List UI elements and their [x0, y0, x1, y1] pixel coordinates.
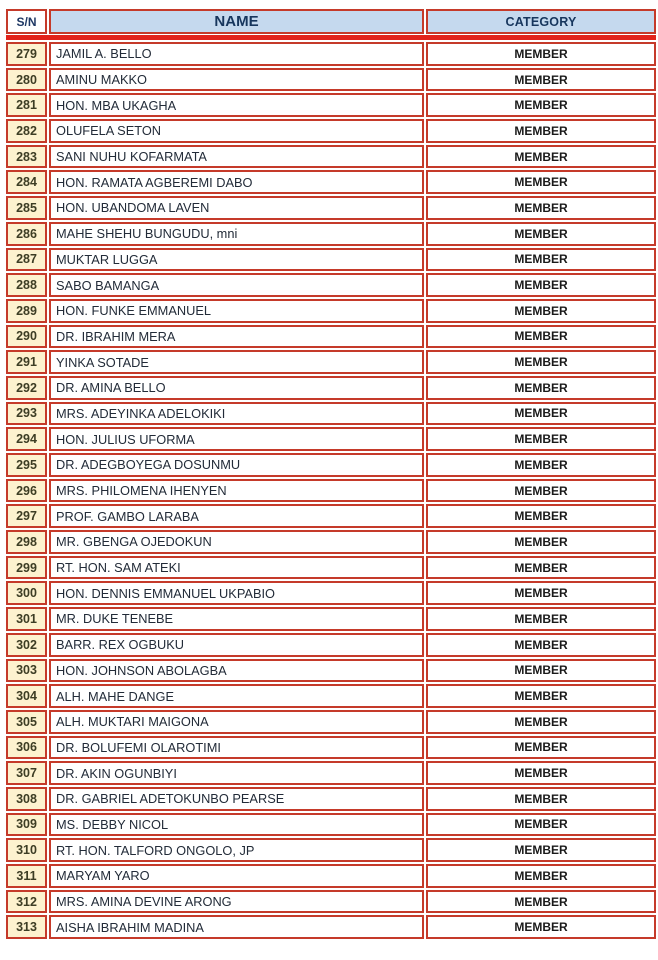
- table-row: [6, 813, 656, 837]
- table-row: [6, 710, 656, 734]
- name-cell: [49, 504, 424, 528]
- table-row: [6, 787, 656, 811]
- sn-cell: [6, 402, 47, 426]
- name-cell: [49, 325, 424, 349]
- name-value: HON. MBA UKAGHA: [56, 97, 177, 113]
- name-cell: [49, 530, 424, 554]
- sn-value: 289: [16, 303, 37, 318]
- name-value: AISHA IBRAHIM MADINA: [56, 919, 204, 935]
- sn-value: 298: [16, 534, 37, 549]
- category-cell: [426, 145, 656, 169]
- category-cell: [426, 556, 656, 580]
- category-value: MEMBER: [514, 509, 568, 524]
- sn-value: 302: [16, 637, 37, 652]
- name-cell: [49, 787, 424, 811]
- name-value: MRS. ADEYINKA ADELOKIKI: [56, 405, 226, 421]
- category-value: MEMBER: [514, 303, 568, 318]
- sn-value: 310: [16, 843, 37, 858]
- sn-cell: [6, 222, 47, 246]
- table-row: [6, 633, 656, 657]
- name-cell: [49, 42, 424, 66]
- category-cell: [426, 479, 656, 503]
- sn-cell: [6, 453, 47, 477]
- category-cell: [426, 93, 656, 117]
- category-cell: [426, 915, 656, 939]
- header-label-name: NAME: [214, 13, 259, 30]
- sn-value: 307: [16, 766, 37, 781]
- name-value: RT. HON. SAM ATEKI: [56, 560, 181, 576]
- sn-value: 287: [16, 252, 37, 267]
- category-cell: [426, 350, 656, 374]
- sn-cell: [6, 710, 47, 734]
- category-value: MEMBER: [514, 586, 568, 601]
- name-value: HON. FUNKE EMMANUEL: [56, 303, 211, 319]
- name-value: MR. DUKE TENEBE: [56, 611, 174, 627]
- sn-cell: [6, 350, 47, 374]
- name-cell: [49, 376, 424, 400]
- table-row: [6, 761, 656, 785]
- table-row: [6, 736, 656, 760]
- table-row: [6, 222, 656, 246]
- category-cell: [426, 427, 656, 451]
- category-value: MEMBER: [514, 791, 568, 806]
- name-cell: [49, 684, 424, 708]
- name-value: MAHE SHEHU BUNGUDU, mni: [56, 226, 238, 242]
- name-value: JAMIL A. BELLO: [56, 46, 152, 62]
- category-value: MEMBER: [514, 200, 568, 215]
- name-cell: [49, 736, 424, 760]
- table-row: [6, 93, 656, 117]
- sn-cell: [6, 42, 47, 66]
- category-cell: [426, 68, 656, 92]
- name-cell: [49, 273, 424, 297]
- sn-cell: [6, 170, 47, 194]
- category-cell: [426, 248, 656, 272]
- category-cell: [426, 890, 656, 914]
- name-value: MRS. PHILOMENA IHENYEN: [56, 483, 227, 499]
- category-cell: [426, 530, 656, 554]
- sn-cell: [6, 299, 47, 323]
- sn-value: 309: [16, 817, 37, 832]
- name-value: MUKTAR LUGGA: [56, 251, 158, 267]
- name-cell: [49, 248, 424, 272]
- category-cell: [426, 376, 656, 400]
- sn-cell: [6, 273, 47, 297]
- sn-value: 295: [16, 457, 37, 472]
- table-row: [6, 248, 656, 272]
- name-value: HON. RAMATA AGBEREMI DABO: [56, 174, 253, 190]
- name-cell: [49, 350, 424, 374]
- category-value: MEMBER: [514, 663, 568, 678]
- table-row: [6, 299, 656, 323]
- category-value: MEMBER: [514, 483, 568, 498]
- name-value: ALH. MUKTARI MAIGONA: [56, 714, 209, 730]
- category-value: MEMBER: [514, 226, 568, 241]
- name-cell: [49, 119, 424, 143]
- sn-cell: [6, 248, 47, 272]
- sn-cell: [6, 659, 47, 683]
- sn-value: 299: [16, 560, 37, 575]
- sn-cell: [6, 813, 47, 837]
- table-row: [6, 273, 656, 297]
- category-value: MEMBER: [514, 560, 568, 575]
- sn-value: 292: [16, 380, 37, 395]
- category-cell: [426, 42, 656, 66]
- name-cell: [49, 659, 424, 683]
- sn-value: 284: [16, 175, 37, 190]
- table-row: [6, 530, 656, 554]
- sn-cell: [6, 479, 47, 503]
- category-value: MEMBER: [514, 817, 568, 832]
- category-cell: [426, 838, 656, 862]
- category-cell: [426, 273, 656, 297]
- sn-value: 301: [16, 611, 37, 626]
- sn-cell: [6, 376, 47, 400]
- name-value: MR. GBENGA OJEDOKUN: [56, 534, 212, 550]
- category-value: MEMBER: [514, 123, 568, 138]
- sn-cell: [6, 504, 47, 528]
- sn-value: 286: [16, 226, 37, 241]
- category-cell: [426, 736, 656, 760]
- name-cell: [49, 170, 424, 194]
- sn-value: 280: [16, 72, 37, 87]
- name-cell: [49, 93, 424, 117]
- category-value: MEMBER: [514, 72, 568, 87]
- table-row: [6, 196, 656, 220]
- sn-cell: [6, 607, 47, 631]
- category-value: MEMBER: [514, 534, 568, 549]
- category-cell: [426, 684, 656, 708]
- table-row: [6, 145, 656, 169]
- sn-value: 312: [16, 894, 37, 909]
- category-value: MEMBER: [514, 329, 568, 344]
- category-value: MEMBER: [514, 149, 568, 164]
- name-value: SABO BAMANGA: [56, 277, 160, 293]
- table-row: [6, 659, 656, 683]
- name-cell: [49, 68, 424, 92]
- sn-cell: [6, 119, 47, 143]
- sn-cell: [6, 633, 47, 657]
- sn-cell: [6, 530, 47, 554]
- sn-value: 304: [16, 689, 37, 704]
- table-row: [6, 325, 656, 349]
- sn-cell: [6, 93, 47, 117]
- sn-value: 294: [16, 432, 37, 447]
- table-row: [6, 376, 656, 400]
- sn-cell: [6, 761, 47, 785]
- table-row: [6, 581, 656, 605]
- category-value: MEMBER: [514, 175, 568, 190]
- category-cell: [426, 119, 656, 143]
- category-value: MEMBER: [514, 843, 568, 858]
- table-row: [6, 350, 656, 374]
- name-cell: [49, 915, 424, 939]
- name-cell: [49, 607, 424, 631]
- header-cell-sn: [6, 9, 47, 34]
- category-value: MEMBER: [514, 355, 568, 370]
- sn-value: 283: [16, 149, 37, 164]
- name-value: YINKA SOTADE: [56, 354, 149, 370]
- category-value: MEMBER: [514, 714, 568, 729]
- category-cell: [426, 453, 656, 477]
- sn-value: 279: [16, 46, 37, 61]
- name-value: DR. AKIN OGUNBIYI: [56, 765, 177, 781]
- category-value: MEMBER: [514, 689, 568, 704]
- category-cell: [426, 581, 656, 605]
- name-cell: [49, 581, 424, 605]
- name-cell: [49, 633, 424, 657]
- table-row: [6, 838, 656, 862]
- header-cell-name: [49, 9, 424, 34]
- header-divider-band: [6, 35, 656, 40]
- sn-cell: [6, 736, 47, 760]
- sn-cell: [6, 787, 47, 811]
- name-cell: [49, 890, 424, 914]
- table-row: [6, 68, 656, 92]
- category-cell: [426, 813, 656, 837]
- category-value: MEMBER: [514, 894, 568, 909]
- category-cell: [426, 222, 656, 246]
- category-value: MEMBER: [514, 920, 568, 935]
- name-cell: [49, 813, 424, 837]
- sn-cell: [6, 196, 47, 220]
- sn-value: 293: [16, 406, 37, 421]
- table-row: [6, 684, 656, 708]
- category-cell: [426, 196, 656, 220]
- name-value: RT. HON. TALFORD ONGOLO, JP: [56, 842, 255, 858]
- category-value: MEMBER: [514, 611, 568, 626]
- header-label-category: CATEGORY: [505, 14, 577, 29]
- sn-value: 285: [16, 200, 37, 215]
- category-cell: [426, 607, 656, 631]
- table-row: [6, 890, 656, 914]
- sn-cell: [6, 581, 47, 605]
- sn-cell: [6, 864, 47, 888]
- name-value: DR. ADEGBOYEGA DOSUNMU: [56, 457, 241, 473]
- table-row: [6, 607, 656, 631]
- name-cell: [49, 427, 424, 451]
- sn-cell: [6, 427, 47, 451]
- name-value: BARR. REX OGBUKU: [56, 637, 184, 653]
- category-value: MEMBER: [514, 380, 568, 395]
- category-cell: [426, 710, 656, 734]
- members-table: [6, 9, 656, 939]
- sn-value: 305: [16, 714, 37, 729]
- table-row: [6, 556, 656, 580]
- sn-cell: [6, 684, 47, 708]
- name-value: PROF. GAMBO LARABA: [56, 508, 199, 524]
- name-cell: [49, 402, 424, 426]
- name-value: HON. JULIUS UFORMA: [56, 431, 195, 447]
- category-value: MEMBER: [514, 868, 568, 883]
- sn-value: 290: [16, 329, 37, 344]
- category-value: MEMBER: [514, 252, 568, 267]
- category-cell: [426, 787, 656, 811]
- name-cell: [49, 299, 424, 323]
- name-cell: [49, 710, 424, 734]
- sn-value: 288: [16, 278, 37, 293]
- category-cell: [426, 864, 656, 888]
- name-value: DR. GABRIEL ADETOKUNBO PEARSE: [56, 791, 285, 807]
- table-row: [6, 170, 656, 194]
- category-cell: [426, 299, 656, 323]
- category-cell: [426, 659, 656, 683]
- sn-value: 281: [16, 98, 37, 113]
- name-value: MRS. AMINA DEVINE ARONG: [56, 894, 232, 910]
- sn-cell: [6, 556, 47, 580]
- sn-value: 306: [16, 740, 37, 755]
- category-value: MEMBER: [514, 46, 568, 61]
- name-cell: [49, 453, 424, 477]
- category-value: MEMBER: [514, 98, 568, 113]
- sn-cell: [6, 838, 47, 862]
- sn-value: 313: [16, 920, 37, 935]
- sn-value: 303: [16, 663, 37, 678]
- category-cell: [426, 402, 656, 426]
- table-row: [6, 479, 656, 503]
- name-value: DR. AMINA BELLO: [56, 380, 166, 396]
- category-value: MEMBER: [514, 766, 568, 781]
- category-value: MEMBER: [514, 637, 568, 652]
- sn-value: 300: [16, 586, 37, 601]
- category-value: MEMBER: [514, 740, 568, 755]
- table-row: [6, 402, 656, 426]
- name-cell: [49, 556, 424, 580]
- name-value: HON. DENNIS EMMANUEL UKPABIO: [56, 585, 276, 601]
- category-cell: [426, 504, 656, 528]
- name-value: SANI NUHU KOFARMATA: [56, 149, 207, 165]
- sn-cell: [6, 145, 47, 169]
- name-value: DR. BOLUFEMI OLAROTIMI: [56, 739, 221, 755]
- name-value: AMINU MAKKO: [56, 72, 148, 88]
- table-row: [6, 42, 656, 66]
- table-header-row: [6, 9, 656, 34]
- name-value: MARYAM YARO: [56, 868, 150, 884]
- name-cell: [49, 222, 424, 246]
- sn-cell: [6, 890, 47, 914]
- name-cell: [49, 479, 424, 503]
- name-value: OLUFELA SETON: [56, 123, 162, 139]
- name-cell: [49, 196, 424, 220]
- name-value: HON. JOHNSON ABOLAGBA: [56, 662, 227, 678]
- name-value: ALH. MAHE DANGE: [56, 688, 175, 704]
- table-row: [6, 427, 656, 451]
- name-value: MS. DEBBY NICOL: [56, 816, 169, 832]
- table-row: [6, 453, 656, 477]
- sn-value: 282: [16, 123, 37, 138]
- sn-cell: [6, 68, 47, 92]
- name-value: DR. IBRAHIM MERA: [56, 328, 176, 344]
- header-label-sn: S/N: [16, 14, 37, 29]
- name-cell: [49, 761, 424, 785]
- category-cell: [426, 761, 656, 785]
- category-value: MEMBER: [514, 457, 568, 472]
- table-row: [6, 864, 656, 888]
- sn-value: 291: [16, 355, 37, 370]
- sn-cell: [6, 325, 47, 349]
- name-cell: [49, 864, 424, 888]
- name-cell: [49, 838, 424, 862]
- category-cell: [426, 170, 656, 194]
- category-value: MEMBER: [514, 278, 568, 293]
- table-row: [6, 504, 656, 528]
- sn-value: 296: [16, 483, 37, 498]
- table-rows: [6, 42, 656, 939]
- category-value: MEMBER: [514, 432, 568, 447]
- header-cell-category: [426, 9, 656, 34]
- category-cell: [426, 325, 656, 349]
- name-value: HON. UBANDOMA LAVEN: [56, 200, 210, 216]
- name-cell: [49, 145, 424, 169]
- category-cell: [426, 633, 656, 657]
- table-row: [6, 915, 656, 939]
- category-value: MEMBER: [514, 406, 568, 421]
- sn-value: 297: [16, 509, 37, 524]
- sn-cell: [6, 915, 47, 939]
- sn-value: 311: [16, 868, 37, 883]
- table-row: [6, 119, 656, 143]
- sn-value: 308: [16, 791, 37, 806]
